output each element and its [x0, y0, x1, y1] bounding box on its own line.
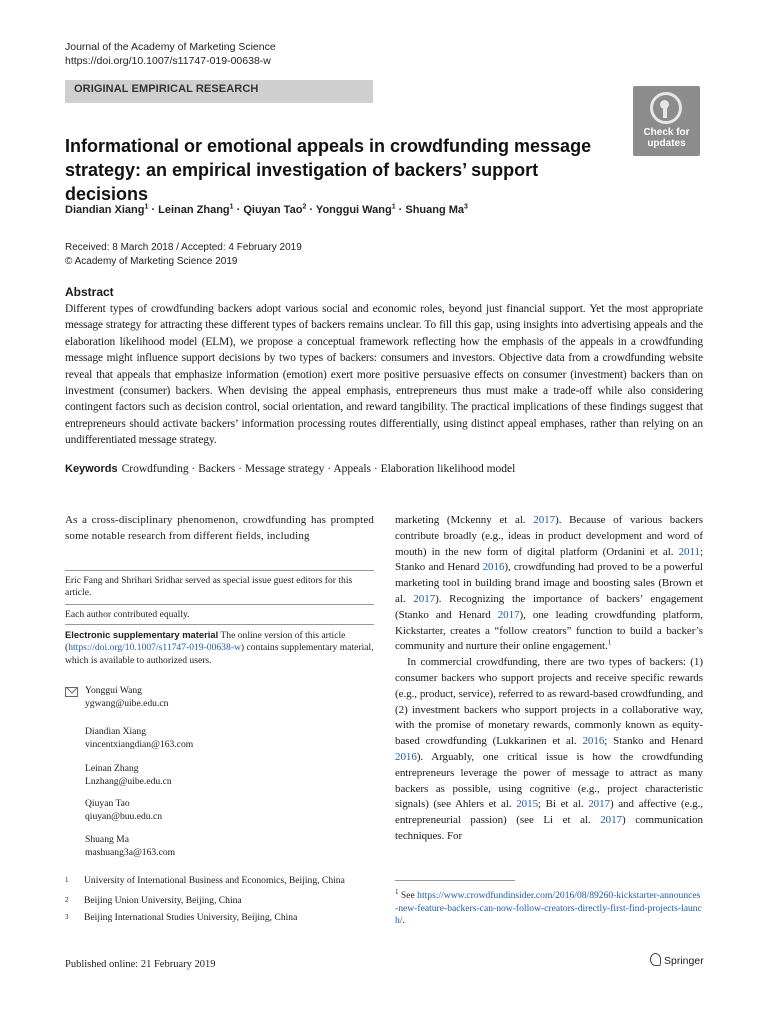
author-list: Diandian Xiang$^1$ · Leinan Zhang$^1$ · Qiuyan Tao$^2$ · Yonggui Wang$^1$ · Shuang Ma$^3$ [65, 203, 468, 216]
bookmark-icon [650, 92, 682, 124]
keywords [65, 463, 703, 475]
citation-link[interactable]: 2017 [533, 514, 556, 526]
badge-text-line1: Check for [643, 127, 690, 138]
keywords-label: Keywords [65, 463, 118, 475]
section-label: ORIGINAL EMPIRICAL RESEARCH [74, 83, 259, 95]
affiliation: 3 Beijing International Studies University, Beijing, China [65, 912, 298, 923]
citation-link[interactable]: 2017 [497, 608, 520, 621]
affiliation: 1 University of International Business and Economics, Beijing, China [65, 875, 345, 886]
footnote: $^1$ See https://www.crowdfundinsider.com/2016/08/89260-kickstarter-announces-new-feature-backers-can-now-follow-creators-directly-first-find-projects-launch/. [395, 888, 702, 926]
author[interactable]: Leinan Zhang$^1$ [158, 203, 234, 216]
author[interactable]: Diandian Xiang$^1$ [65, 203, 149, 216]
footnote-divider [65, 624, 374, 625]
article-dates [65, 241, 302, 269]
publisher-logo: Springer [650, 953, 704, 967]
correspondent: Shuang Ma mashuang3a@163.com [85, 834, 176, 858]
supplementary-link[interactable]: https://doi.org/10.1007/s11747-019-00638-w [68, 642, 241, 654]
footnote-ref[interactable]: 1 [607, 638, 612, 647]
keywords-list: Crowdfunding · Backers · Message strategy · Appeals · Elaboration likelihood model [121, 463, 516, 475]
citation-link[interactable]: 2016 [395, 750, 417, 763]
abstract-heading: Abstract [65, 285, 114, 299]
journal-name: Journal of the Academy of Marketing Science [65, 41, 276, 53]
author[interactable]: Qiuyan Tao$^2$ [243, 203, 307, 216]
section-banner [65, 80, 373, 103]
correspondent: Yonggui Wang ygwang@uibe.edu.cn [85, 685, 169, 709]
citation-link[interactable]: 2016 [482, 561, 505, 574]
footnote-divider [395, 880, 515, 881]
correspondent: Diandian Xiang vincentxiangdian@163.com [85, 726, 194, 750]
intro-paragraph: As a cross-disciplinary phenomenon, crowdfunding has prompted some notable research from different fields, including [65, 514, 374, 542]
footnote-url[interactable]: https://www.crowdfundinsider.com/2016/08/89260-kickstarter-announces-new-feature-backers-can-now-follow-creators-directly-first-find-projects-launch/ [395, 890, 702, 926]
email-link[interactable]: qiuyan@buu.edu.cn [85, 810, 163, 822]
author[interactable]: Shuang Ma$^3$ [405, 203, 468, 216]
envelope-icon [65, 687, 78, 697]
affiliation: 2 Beijing Union University, Beijing, China [65, 895, 242, 906]
citation-link[interactable]: 2017 [588, 798, 610, 811]
springer-horse-icon [650, 953, 661, 966]
article-doi[interactable]: https://doi.org/10.1007/s11747-019-00638-w [65, 55, 271, 67]
citation-link[interactable]: 2015 [516, 798, 539, 811]
editor-note: Eric Fang and Shrihari Sridhar served as special issue guest editors for this article. [65, 575, 353, 599]
body-column-right [395, 513, 703, 845]
journal-header [65, 40, 276, 68]
footnote-divider [65, 570, 374, 571]
email-link[interactable]: vincentxiangdian@163.com [85, 738, 194, 750]
citation-link[interactable]: 2016 [582, 735, 605, 748]
email-link[interactable]: ygwang@uibe.edu.cn [85, 697, 169, 709]
body-paragraph: marketing (Mckenny et al. 2017). Because of various backers contribute broadly (e.g., ideas in product development and word of mouth) in the new form of digital platform (Ordanini et al. 2011; Stanko and Henard 2016), crowdfunding had proved to be a powerful marketing tool in building brand image and boosting sales (Brown et al. 2017). Recognizing the importance of backers’ engagement (Stanko and Henard 2017), one leading crowdfunding platform, Kickstarter, creates a “follow creators” function to build a backer’s community and nurture their online engagement.$^1$ [395, 514, 703, 653]
article-title: Informational or emotional appeals in crowdfunding message strategy: an empirical investigation of backers’ support decisions [65, 136, 592, 204]
abstract-text: Different types of crowdfunding backers adopt various social and economic roles, beyond just financial support. Yet the most appropriate message strategy for attracting these different types of backers remains unclear. To fill this gap, using insights into advertising appeals and the elaboration likelihood model (ELM), we propose a conceptual framework reflecting how the emphasis of the appeals in a crowdfunding message might influence support decisions by two types of backers: consumers and investors. Objective data from a crowdfunding website reveal that appeals that emphasize information (emotion) exert more positive persuasive effects on consumer (investment) backers than on investment (consumer) backers. When devising the appeal emphasis, entrepreneurs thus must make a trade-off while also considering contingent factors such as decision control, social orientation, and reward tangibility. The practical implications of these findings suggest that entrepreneurs should activate backers’ information processing routes differentially, using distinct appeal emphases, rather than relying on an undifferentiated message strategy. [65, 303, 703, 447]
citation-link[interactable]: 2017 [413, 592, 436, 605]
check-for-updates-badge[interactable] [633, 86, 700, 156]
body-paragraph: In commercial crowdfunding, there are two types of backers: (1) consumer backers who support projects and receive specific rewards (e.g., product, service), referred to as reward-based crowdfunding, and (2) investment backers who support projects in a collaborative way, with the promise of monetary rewards, commonly known as equity-based crowdfunding (Lukkarinen et al. 2016; Stanko and Henard 2016). Arguably, one critical issue is how the crowdfunding entrepreneurs leverage the power of message to attract as many backers as possible, using cognitive (e.g., project characteristic signals) (see Ahlers et al. 2015; Bi et al. 2017) and affective (e.g., entrepreneurial passion) (see Li et al. 2017) communication techniques. For [395, 656, 704, 842]
copyright: © Academy of Marketing Science 2019 [65, 256, 238, 267]
author[interactable]: Yonggui Wang$^1$ [315, 203, 396, 216]
correspondent: Qiuyan Tao qiuyan@buu.edu.cn [85, 798, 163, 822]
equal-contribution-note: Each author contributed equally. [65, 609, 190, 620]
received-accepted: Received: 8 March 2018 / Accepted: 4 February 2019 [65, 242, 302, 253]
email-link[interactable]: mashuang3a@163.com [85, 846, 176, 858]
footnote-divider [65, 604, 374, 605]
email-link[interactable]: Lnzhang@uibe.edu.cn [85, 775, 172, 787]
citation-link[interactable]: 2017 [600, 814, 623, 827]
supplementary-note: Electronic supplementary material The online version of this article (https://doi.org/10.1007/s11747-019-00638-w) contains supplementary material, which is available to authorized users. [65, 629, 374, 666]
published-date: Published online: 21 February 2019 [65, 959, 216, 970]
citation-link[interactable]: 2011 [678, 545, 700, 558]
correspondent: Leinan Zhang Lnzhang@uibe.edu.cn [85, 763, 172, 787]
badge-text-line2: updates [647, 138, 686, 149]
